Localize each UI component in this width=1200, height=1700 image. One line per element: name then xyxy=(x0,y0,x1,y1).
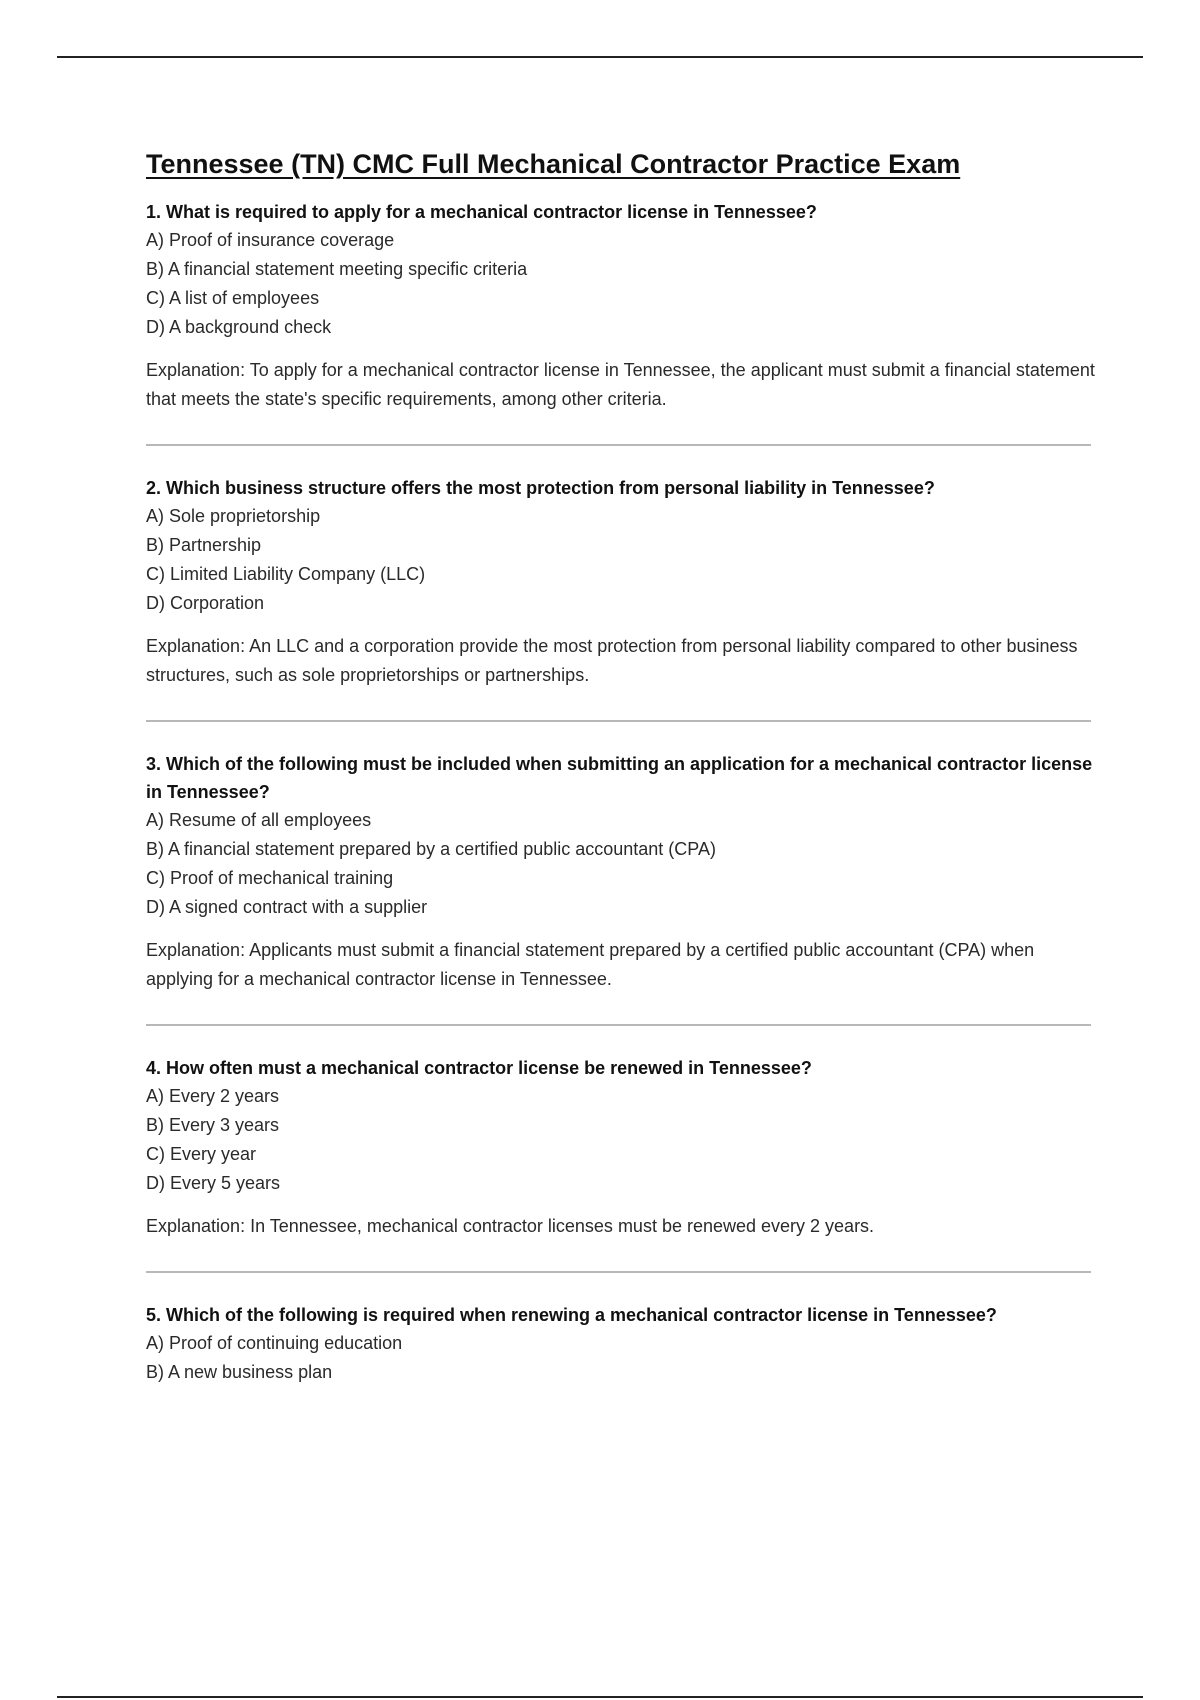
option-a: A) Proof of insurance coverage xyxy=(146,230,395,251)
option-c: C) Limited Liability Company (LLC) xyxy=(146,564,426,585)
option-d: D) Corporation xyxy=(146,593,265,614)
question-text: 3. Which of the following must be included when submitting an application for a mechanical contractor license in Tennessee? xyxy=(146,754,1093,803)
option-b: B) A new business plan xyxy=(146,1362,333,1383)
option-b: B) A financial statement meeting specific criteria xyxy=(146,259,528,280)
option-list xyxy=(146,1082,1096,1198)
document-content xyxy=(146,148,1096,1387)
option-b: B) Partnership xyxy=(146,535,262,556)
question-divider xyxy=(146,1024,1091,1026)
option-c: C) Proof of mechanical training xyxy=(146,868,394,889)
explanation: Explanation: In Tennessee, mechanical contractor licenses must be renewed every 2 years. xyxy=(146,1216,875,1237)
question-1 xyxy=(146,198,1096,414)
question-3 xyxy=(146,750,1096,994)
page-top-rule xyxy=(57,56,1143,58)
option-a: A) Proof of continuing education xyxy=(146,1333,403,1354)
option-a: A) Every 2 years xyxy=(146,1086,280,1107)
question-divider xyxy=(146,720,1091,722)
option-b: B) A financial statement prepared by a certified public accountant (CPA) xyxy=(146,839,716,860)
option-list xyxy=(146,502,1096,618)
question-2 xyxy=(146,474,1096,690)
explanation: Explanation: An LLC and a corporation provide the most protection from personal liability compared to other business structures, such as sole proprietorships or partnerships. xyxy=(146,636,1078,686)
explanation: Explanation: To apply for a mechanical contractor license in Tennessee, the applicant must submit a financial statement that meets the state's specific requirements, among other criteria. xyxy=(146,360,1095,410)
option-a: A) Sole proprietorship xyxy=(146,506,321,527)
option-list xyxy=(146,806,1096,922)
option-a: A) Resume of all employees xyxy=(146,810,372,831)
question-divider xyxy=(146,444,1091,446)
page-bottom-rule xyxy=(57,1696,1143,1698)
option-d: D) Every 5 years xyxy=(146,1173,281,1194)
option-list xyxy=(146,226,1096,342)
question-text: 5. Which of the following is required when renewing a mechanical contractor license in Tennessee? xyxy=(146,1305,997,1326)
question-text: 2. Which business structure offers the most protection from personal liability in Tennessee? xyxy=(146,478,935,499)
question-text: 4. How often must a mechanical contractor license be renewed in Tennessee? xyxy=(146,1058,812,1079)
question-divider xyxy=(146,1271,1091,1273)
option-list xyxy=(146,1329,1096,1387)
option-b: B) Every 3 years xyxy=(146,1115,280,1136)
option-c: C) A list of employees xyxy=(146,288,320,309)
question-4 xyxy=(146,1054,1096,1241)
page-title: Tennessee (TN) CMC Full Mechanical Contractor Practice Exam xyxy=(146,149,961,179)
option-d: D) A background check xyxy=(146,317,332,338)
question-5 xyxy=(146,1301,1096,1387)
option-d: D) A signed contract with a supplier xyxy=(146,897,428,918)
explanation: Explanation: Applicants must submit a financial statement prepared by a certified public accountant (CPA) when applying for a mechanical contractor license in Tennessee. xyxy=(146,940,1035,990)
question-text: 1. What is required to apply for a mechanical contractor license in Tennessee? xyxy=(146,202,817,223)
option-c: C) Every year xyxy=(146,1144,257,1165)
